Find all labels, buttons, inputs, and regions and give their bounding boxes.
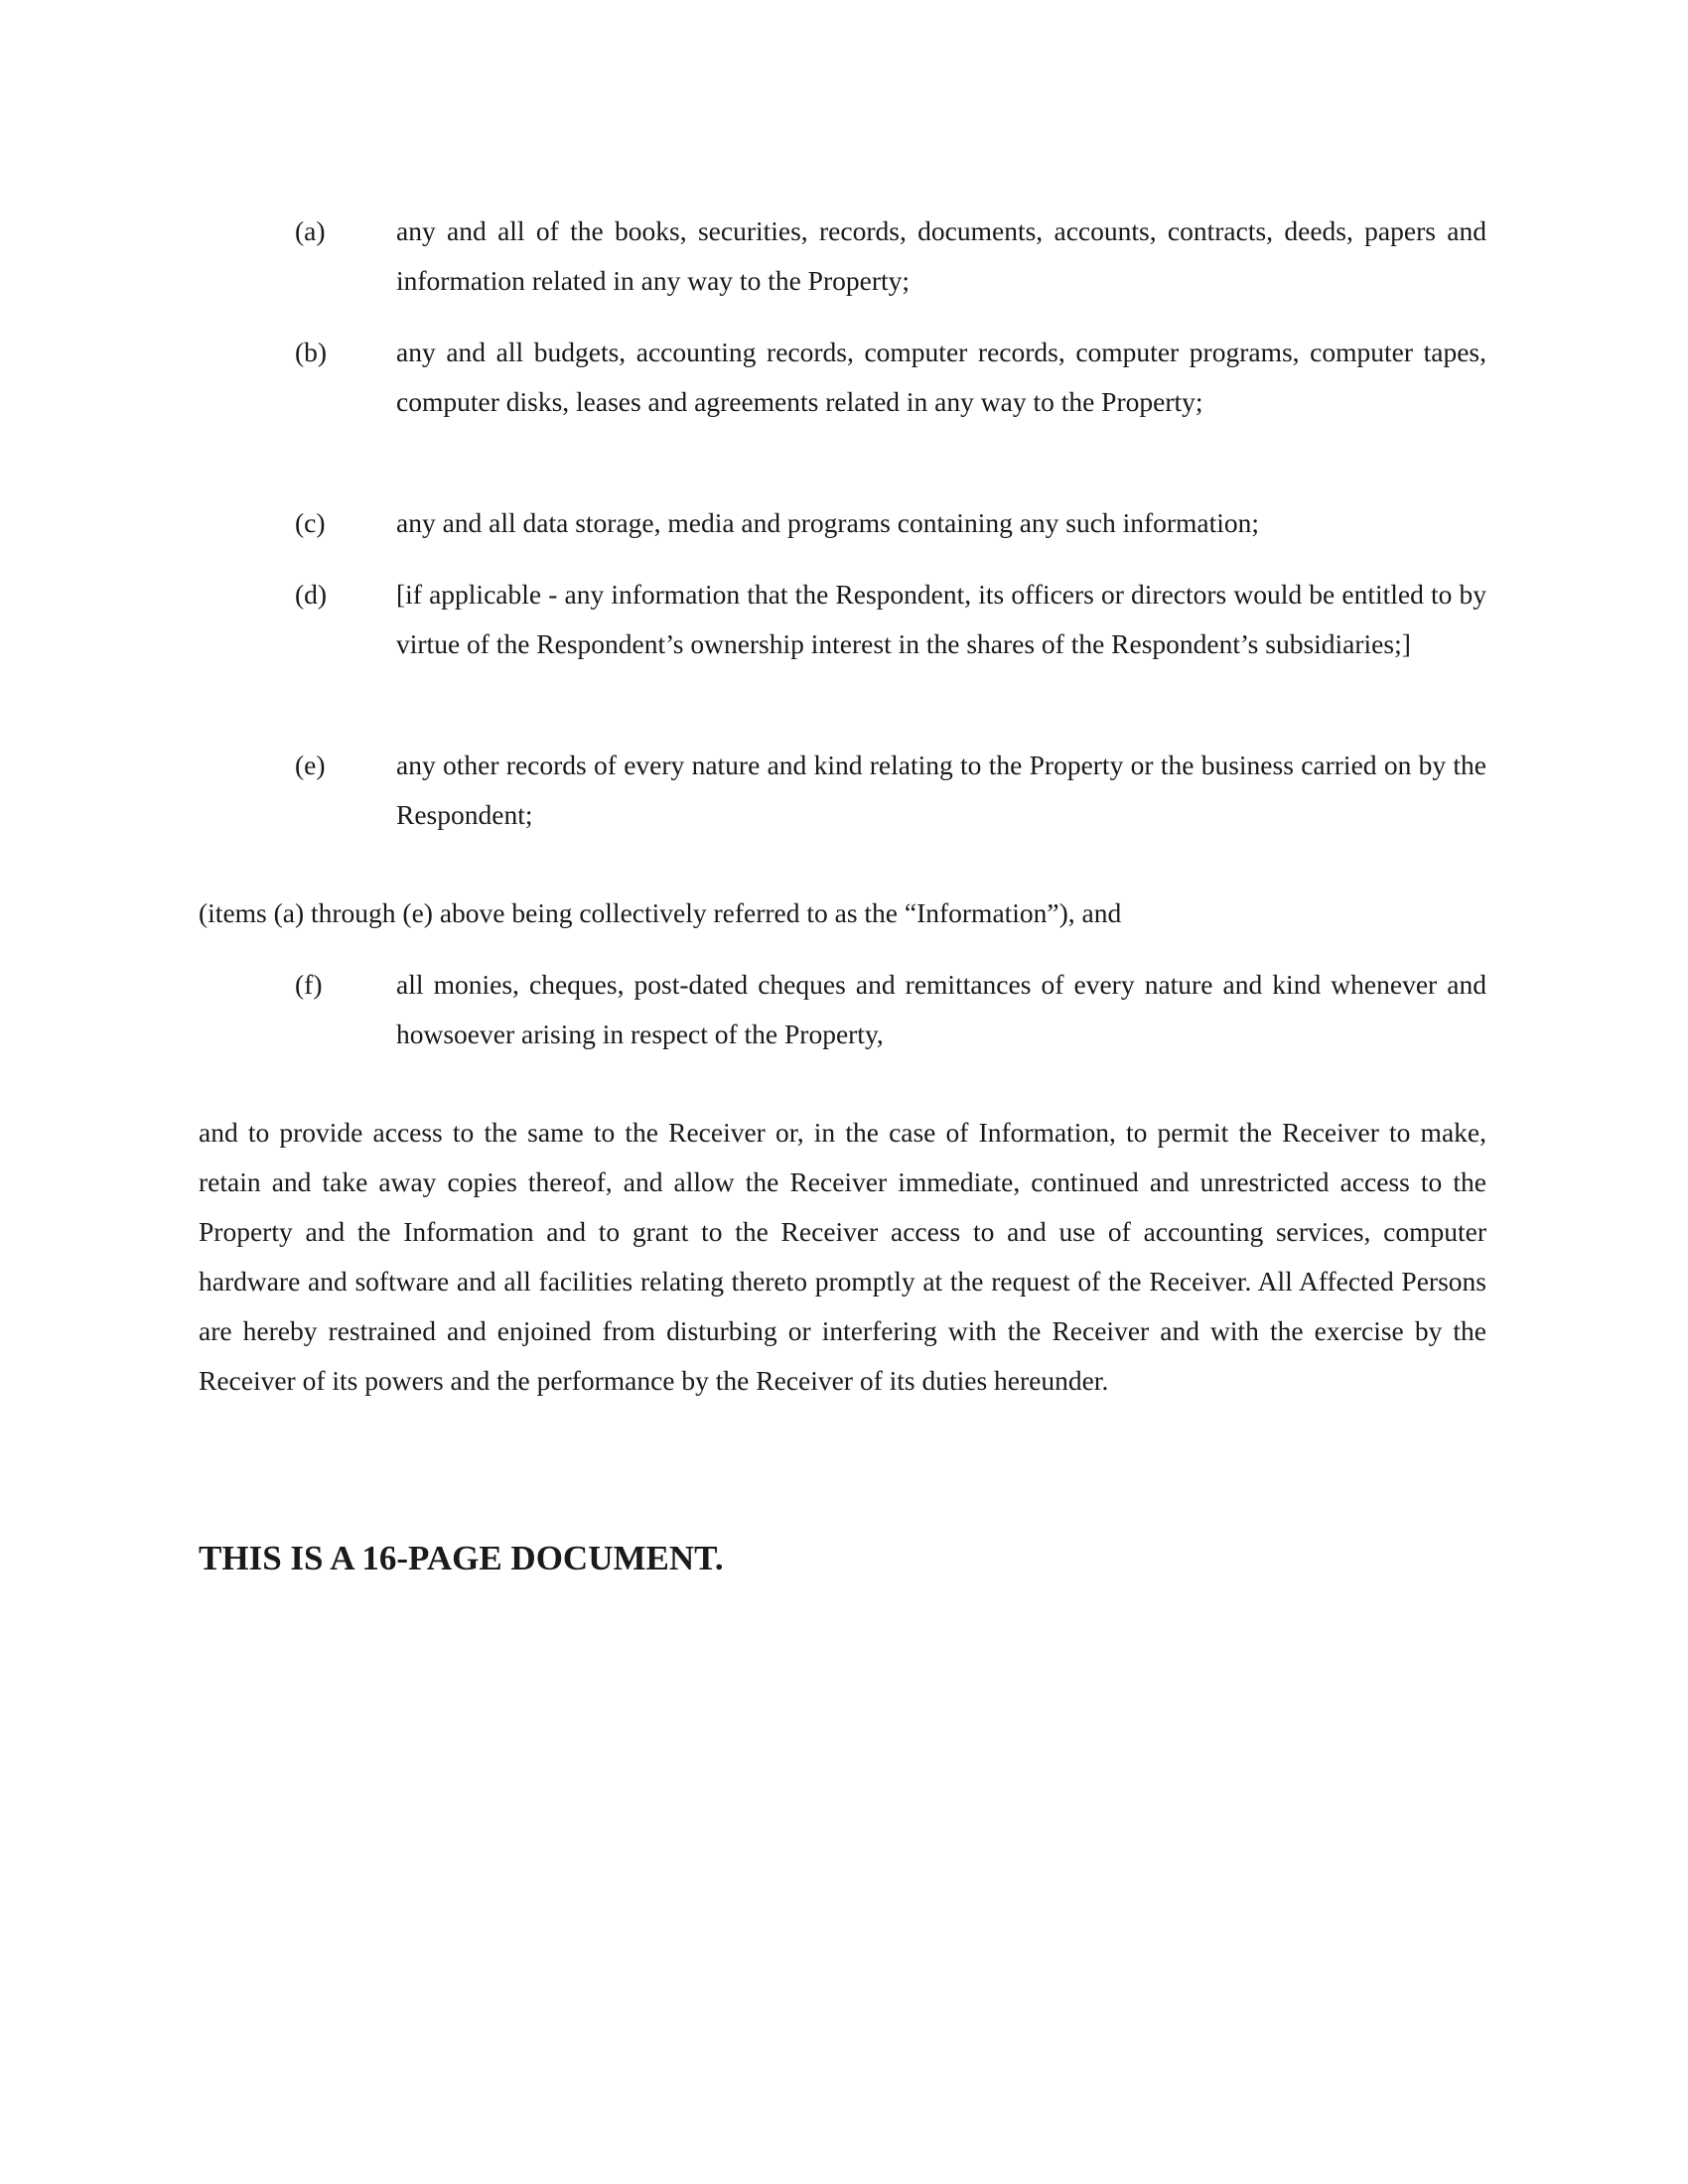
list-marker: (b): [295, 337, 328, 367]
list-item-text: [if applicable - any information that the Respondent, its officers or directors would be entitled to by virtue of the Respondent’s ownership interest in the shares of the Respondent’s subsidiaries;]: [396, 579, 1486, 659]
list-marker: (c): [295, 507, 326, 538]
list-item-e: [295, 741, 1486, 840]
list-item-text: any and all budgets, accounting records, computer records, computer programs, computer tapes, computer disks, leases and agreements related in any way to the Property;: [396, 337, 1486, 417]
list-marker: (f): [295, 969, 323, 1000]
list-item-d: [295, 570, 1486, 669]
list-item-text: any and all data storage, media and programs containing any such information;: [396, 507, 1260, 538]
collective-note: (items (a) through (e) above being collectively referred to as the “Information”), and: [199, 897, 1122, 928]
closing-paragraph: and to provide access to the same to the Receiver or, in the case of Information, to permit the Receiver to make, retain and take away copies thereof, and allow the Receiver immediate, continued and unrestricted access to the Property and the Information and to grant to the Receiver access to and use of accounting services, computer hardware and software and all facilities relating thereto promptly at the request of the Receiver. All Affected Persons are hereby restrained and enjoined from disturbing or interfering with the Receiver and with the exercise by the Receiver of its powers and the performance by the Receiver of its duties hereunder.: [199, 1117, 1486, 1396]
list-item-f: [295, 960, 1486, 1059]
list-marker: (d): [295, 579, 328, 610]
list-marker: (e): [295, 750, 326, 780]
list-item-text: all monies, cheques, post-dated cheques and remittances of every nature and kind whenever and howsoever arising in respect of the Property,: [396, 969, 1486, 1049]
list-item-c: [295, 498, 1486, 548]
page-count-notice: THIS IS A 16-PAGE DOCUMENT.: [199, 1539, 724, 1577]
list-item-text: any other records of every nature and kind relating to the Property or the business carried on by the Respondent;: [396, 750, 1486, 830]
list-marker: (a): [295, 215, 326, 246]
list-item-a: [295, 206, 1486, 306]
list-item-text: any and all of the books, securities, records, documents, accounts, contracts, deeds, papers and information related in any way to the Property;: [396, 215, 1486, 296]
list-item-b: [295, 328, 1486, 427]
